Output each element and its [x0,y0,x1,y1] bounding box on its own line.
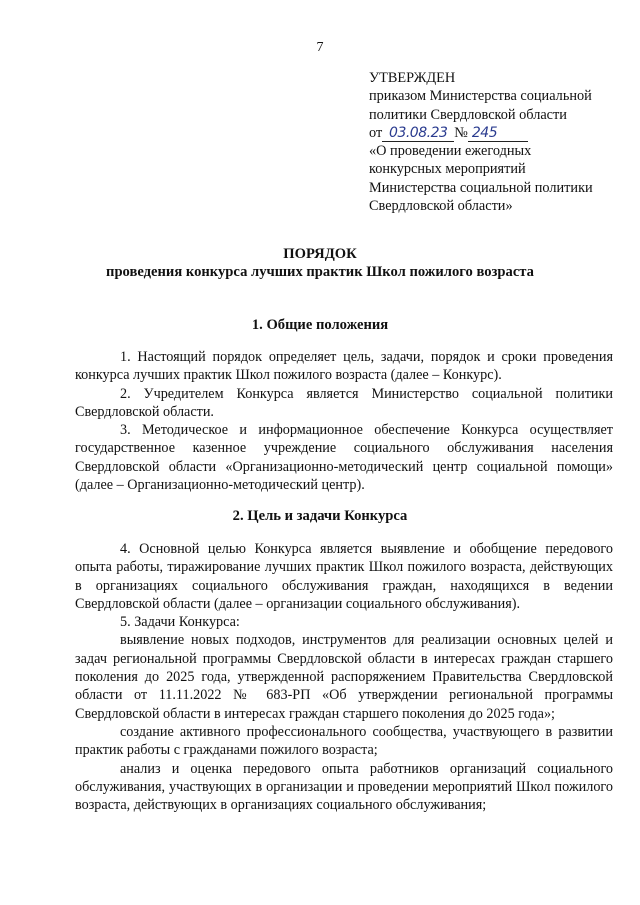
paragraph: выявление новых подходов, инструментов для реализации основных целей и задач региональной программы Свердловской области в интересах граждан старшего поколения до 2025 года, утвержденной распоряжением Правительства Свердловской области от 11.11.2022 № 683-РП «Об утверждении региональной программы Свердловской области в интересах граждан старшего поколения до 2025 года»; [75,632,613,722]
paragraph: создание активного профессионального сообщества, участвующего в развитии практик работы с гражданами пожилого возраста; [75,723,613,759]
section-body [75,348,613,494]
paragraph: анализ и оценка передового опыта работников организаций социального обслуживания, участвующих в организации и проведении мероприятий Школ пожилого возраста, действующих в организациях социального обслуживания; [75,760,613,814]
order-title-line: Свердловской области» [369,198,513,215]
order-title-line: конкурсных мероприятий [369,161,526,178]
approval-block [369,69,631,215]
paragraph: 1. Настоящий порядок определяет цель, задачи, порядок и сроки проведения конкурса лучших практик Школ пожилого возраста (далее – Конкурс). [75,349,613,384]
approval-line: политики Свердловской области [369,106,567,123]
approval-title: УТВЕРЖДЕН [369,70,456,86]
approval-date-line [369,124,631,142]
paragraph: 5. Задачи Конкурса: [120,614,240,631]
paragraph: 2. Учредителем Конкурса является Министерство социальной политики Свердловской области. [75,385,613,420]
document-title: ПОРЯДОК [283,246,357,262]
paragraph: 4. Основной целью Конкурса является выявление и обобщение передового опыта работы, тиражирование лучших практик Школ пожилого возраста, действующих в организациях социального обслуживания граждан, находящихся в ведении Свердловской области (далее – организации социального обслуживания). [75,541,613,612]
number-prefix: № [454,124,468,141]
document-subtitle: проведения конкурса лучших практик Школ пожилого возраста [106,264,534,280]
paragraph: 3. Методическое и информационное обеспечение Конкурса осуществляет государственное казенное учреждение социального обслуживания населения Свердловской области «Организационно-методический центр социальной помощи» (далее – Организационно-методический центр). [75,422,613,494]
order-title-line: Министерства социальной политики [369,179,593,196]
date-prefix: от [369,124,383,141]
section-body [75,540,613,814]
section-heading: 2. Цель и задачи Конкурса [232,508,408,524]
approval-line: приказом Министерства социальной [369,88,592,105]
section-heading: 1. Общие положения [251,317,389,333]
handwritten-number: 245 [468,125,528,142]
page-number: 7 [316,40,324,55]
order-title-line: «О проведении ежегодных [369,143,532,160]
handwritten-date: 03.08.23 [382,125,454,142]
